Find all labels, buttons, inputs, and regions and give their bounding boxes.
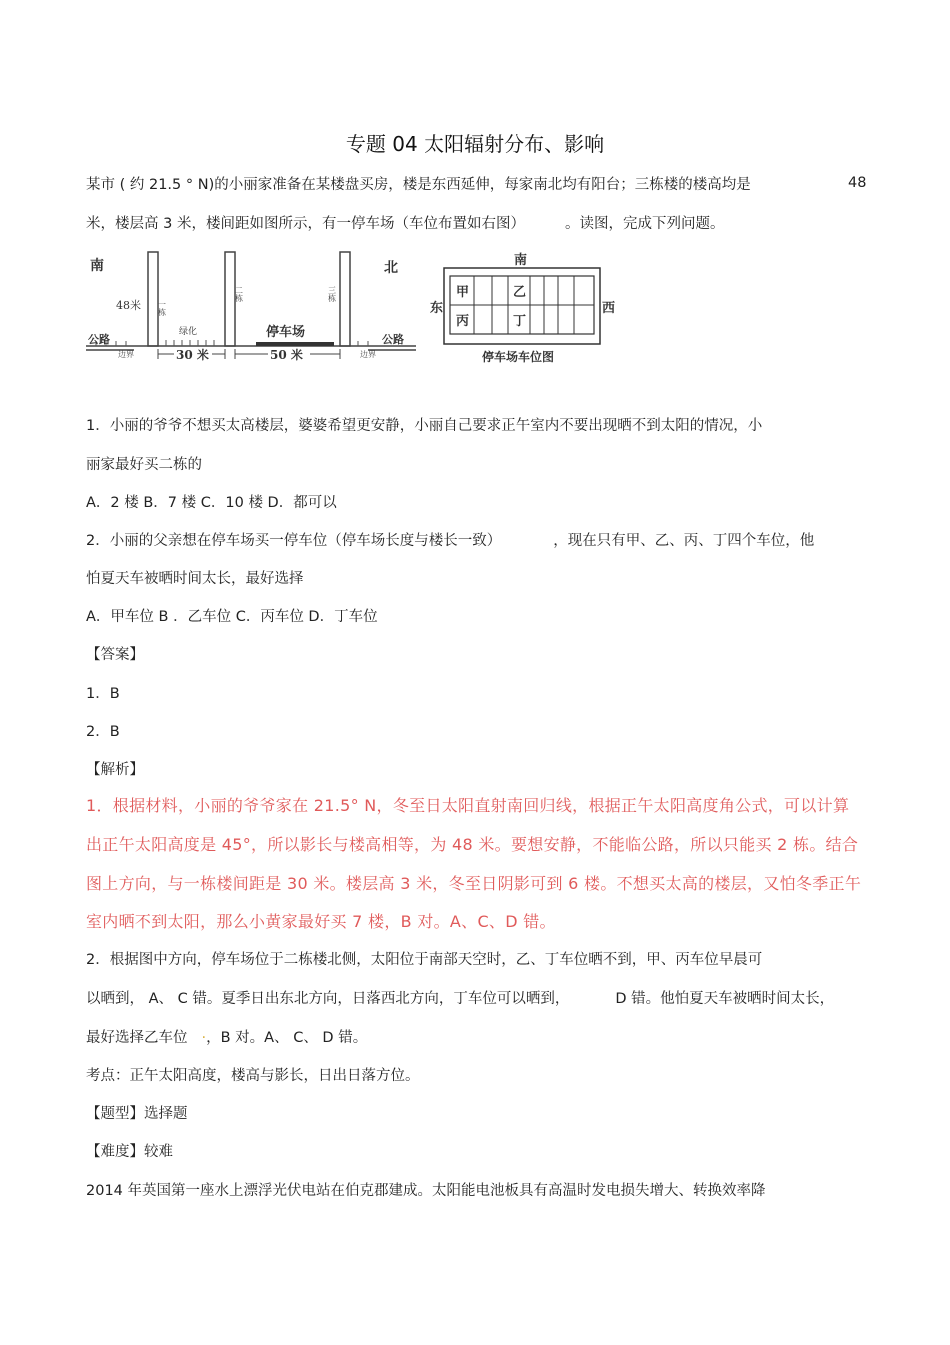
parking-east-label: 东 (430, 301, 444, 316)
question-type: 【题型】选择题 (86, 1106, 188, 1122)
stray-dot: · (201, 1030, 207, 1046)
intro-line-2b: 。读图，完成下列问题。 (564, 216, 725, 232)
analysis1-line-2: 出正午太阳高度是 45°，所以影长与楼高相等，为 48 米。要想安静，不能临公路，所以只能买 2 栋。结合 (86, 835, 859, 854)
q2-line-1b: ，现在只有甲、乙、丙、丁四个车位，他 (553, 533, 815, 549)
fig-south-label: 南 (90, 258, 104, 274)
distance-50: 50 米 (270, 348, 303, 362)
analysis2-line-3 (86, 1028, 367, 1048)
analysis1-line-4: 室内晒不到太阳，那么小黄家最好买 7 楼，B 对。A、C、D 错。 (86, 912, 556, 931)
answer-2: 2．B (86, 724, 120, 740)
analysis2-line-2b: D 错。他怕夏天车被晒时间太长， (615, 991, 835, 1007)
q1-line-2: 丽家最好买二栋的 (86, 457, 202, 473)
building-2 (225, 252, 235, 346)
q2-options: A．甲车位 B ．乙车位 C．丙车位 D．丁车位 (86, 609, 378, 625)
fig-north-label: 北 (384, 260, 398, 276)
analysis-heading: 【解析】 (86, 762, 144, 778)
analysis2-line-3a: 最好选择乙车位 (86, 1030, 188, 1046)
q2-line-1a: 2．小丽的父亲想在停车场买一停车位（停车场长度与楼长一致） (86, 533, 502, 549)
distance-30: 30 米 (176, 348, 209, 362)
road-right-label: 公路 (382, 333, 404, 346)
page-title: 专题 04 太阳辐射分布、影响 (345, 132, 605, 156)
building-1 (148, 252, 158, 346)
parking-strip (256, 342, 334, 346)
building-2-label: 二栋 (234, 286, 244, 302)
boundary-left-label: 边界 (118, 350, 134, 359)
q2-line-1 (86, 531, 814, 551)
parking-label: 停车场 (266, 325, 306, 340)
kaodian: 考点：正午太阳高度，楼高与影长，日出日落方位。 (86, 1068, 420, 1084)
analysis2-line-3b: ，B 对。A、 C、 D 错。 (206, 1030, 368, 1046)
q1-line-1: 1．小丽的爷爷不想买太高楼层，婆婆希望更安静，小丽自己要求正午室内不要出现晒不到太阳的情况，小 (86, 418, 763, 434)
spot-yi: 乙 (513, 285, 527, 300)
building-3-label: 三栋 (327, 286, 337, 302)
building-3 (340, 252, 350, 346)
q2-line-2: 怕夏天车被晒时间太长，最好选择 (86, 571, 304, 587)
intro-line-2a: 米，楼层高 3 米，楼间距如图所示，有一停车场（车位布置如右图） (86, 216, 525, 232)
analysis2-line-2 (86, 989, 834, 1009)
intro-line-1-end: 48 (848, 175, 867, 191)
parking-layout-figure (426, 248, 622, 368)
q1-options: A．2 楼 B．7 楼 C．10 楼 D．都可以 (86, 495, 337, 511)
greening-label: 绿化 (179, 327, 198, 337)
analysis1-line-1: 1．根据材料，小丽的爷爷家在 21.5° N，冬至日太阳直射南回归线，根据正午太阳高度角公式，可以计算 (86, 796, 850, 815)
road-left-label: 公路 (88, 333, 110, 346)
building-figure (86, 246, 416, 370)
height-label: 48米 (116, 299, 141, 312)
analysis2-line-2a: 以晒到， A、 C 错。夏季日出东北方向，日落西北方向，丁车位可以晒到， (86, 991, 570, 1007)
spot-bing: 丙 (456, 314, 470, 329)
next-question-line: 2014 年英国第一座水上漂浮光伏电站在伯克郡建成。太阳能电池板具有高温时发电损失增大、转换效率降 (86, 1183, 766, 1199)
parking-caption: 停车场车位图 (482, 350, 555, 364)
difficulty: 【难度】较难 (86, 1144, 173, 1160)
parking-west-label: 西 (602, 301, 616, 316)
intro-line-2 (86, 214, 724, 234)
parking-south-label: 南 (514, 253, 528, 268)
answer-heading: 【答案】 (86, 647, 144, 663)
building-1-label: 一栋 (157, 300, 167, 316)
analysis1-line-3: 图上方向，与一栋楼间距是 30 米。楼层高 3 米，冬至日阴影可到 6 楼。不想买太高的楼层，又怕冬季正午 (86, 874, 862, 893)
spot-ding: 丁 (513, 314, 527, 329)
answer-1: 1．B (86, 686, 120, 702)
spot-jia: 甲 (456, 285, 470, 300)
intro-line-1: 某市 ( 约 21.5 ° N)的小丽家准备在某楼盘买房，楼是东西延伸，每家南北均有阳台；三栋楼的楼高均是 (86, 177, 751, 193)
boundary-right-label: 边界 (360, 350, 376, 359)
analysis2-line-1: 2．根据图中方向，停车场位于二栋楼北侧，太阳位于南部天空时，乙、丁车位晒不到，甲、丙车位早晨可 (86, 952, 763, 968)
